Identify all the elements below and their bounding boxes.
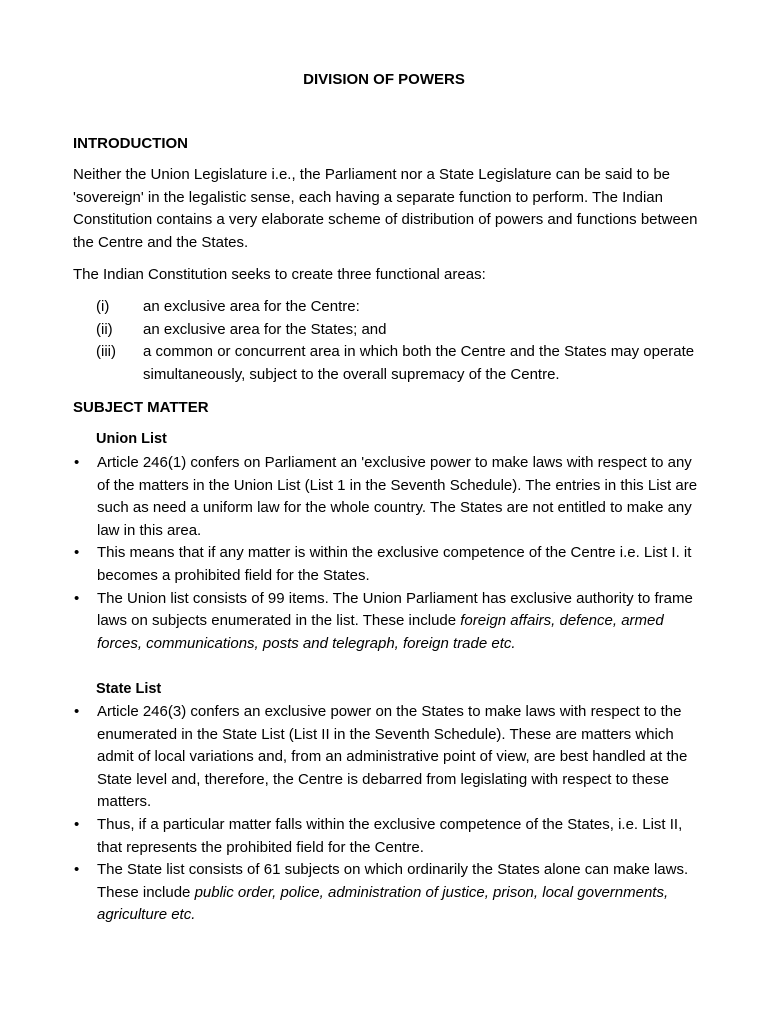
list-item-number: (ii) bbox=[96, 320, 113, 338]
list-item-number: (iii) bbox=[96, 343, 116, 361]
bullet-icon: • bbox=[74, 544, 80, 562]
list-item-text: an exclusive area for the Centre: bbox=[143, 298, 360, 315]
bullet-italic-text: foreign affairs, defence, armed forces, communications, posts and telegraph, foreign trade etc. bbox=[97, 612, 664, 652]
document-title: DIVISION OF POWERS bbox=[303, 71, 465, 88]
bullet-icon: • bbox=[74, 815, 80, 833]
state-list-heading: State List bbox=[96, 681, 162, 697]
list-item bbox=[73, 341, 713, 386]
union-list-heading: Union List bbox=[96, 431, 167, 447]
bullet-italic-text: public order, police, administration of justice, prison, local governments, agriculture etc. bbox=[97, 883, 669, 924]
bullet-text: Article 246(1) confers on Parliament an 'exclusive power to make laws with respect to any of the matters in the Union List (List 1 in the Seventh Schedule). The entries in this List are such as need a uniform law for the whole country. The States are not entitled to make any law in this area. bbox=[97, 454, 698, 539]
subject-matter-heading: SUBJECT MATTER bbox=[73, 399, 209, 416]
list-item-text: an exclusive area for the States; and bbox=[143, 320, 387, 338]
introduction-paragraph: Neither the Union Legislature i.e., the Parliament nor a State Legislature can be said to be 'sovereign' in the legalistic sense, each having a separate function to perform. The Indian Constitution contains a very elaborate scheme of distribution of powers and functions between the Centre and the States. bbox=[73, 166, 698, 251]
list-item bbox=[73, 542, 703, 587]
bullet-text: The State list consists of 61 subjects on which ordinarily the States alone can make laws. These include bbox=[97, 861, 689, 901]
functional-areas-paragraph: The Indian Constitution seeks to create three functional areas: bbox=[73, 266, 486, 283]
list-item bbox=[73, 814, 703, 859]
functional-areas-list bbox=[73, 296, 713, 386]
bullet-text: Article 246(3) confers an exclusive power on the States to make laws with respect to the enumerated in the State List (List II in the Seventh Schedule). These are matters which admit of local variations and, from an administrative point of view, are best handled at the State level and, therefore, the Centre is debarred from legislating with respect to these matters. bbox=[97, 703, 688, 811]
list-item bbox=[73, 296, 713, 319]
bullet-text: This means that if any matter is within the exclusive competence of the Centre i.e. List I. it becomes a prohibited field for the States. bbox=[97, 544, 692, 584]
union-list-bullets bbox=[73, 452, 703, 655]
bullet-text: Thus, if a particular matter falls within the exclusive competence of the States, i.e. List II, that represents the prohibited field for the Centre. bbox=[97, 815, 683, 856]
state-list-bullets bbox=[73, 701, 703, 927]
list-item bbox=[73, 452, 703, 542]
introduction-heading: INTRODUCTION bbox=[73, 135, 188, 152]
bullet-icon: • bbox=[74, 589, 80, 607]
list-item bbox=[73, 588, 703, 656]
bullet-icon: • bbox=[74, 703, 80, 720]
list-item bbox=[73, 319, 713, 342]
list-item bbox=[73, 859, 703, 927]
bullet-icon: • bbox=[74, 861, 80, 879]
list-item-number: (i) bbox=[96, 298, 110, 315]
list-item bbox=[73, 701, 703, 814]
bullet-text: The Union list consists of 99 items. The Union Parliament has exclusive authority to frame laws on subjects enumerated in the list. These include bbox=[97, 589, 693, 630]
bullet-icon: • bbox=[74, 454, 80, 471]
list-item-text: a common or concurrent area in which both the Centre and the States may operate simultaneously, subject to the overall supremacy of the Centre. bbox=[143, 343, 695, 383]
